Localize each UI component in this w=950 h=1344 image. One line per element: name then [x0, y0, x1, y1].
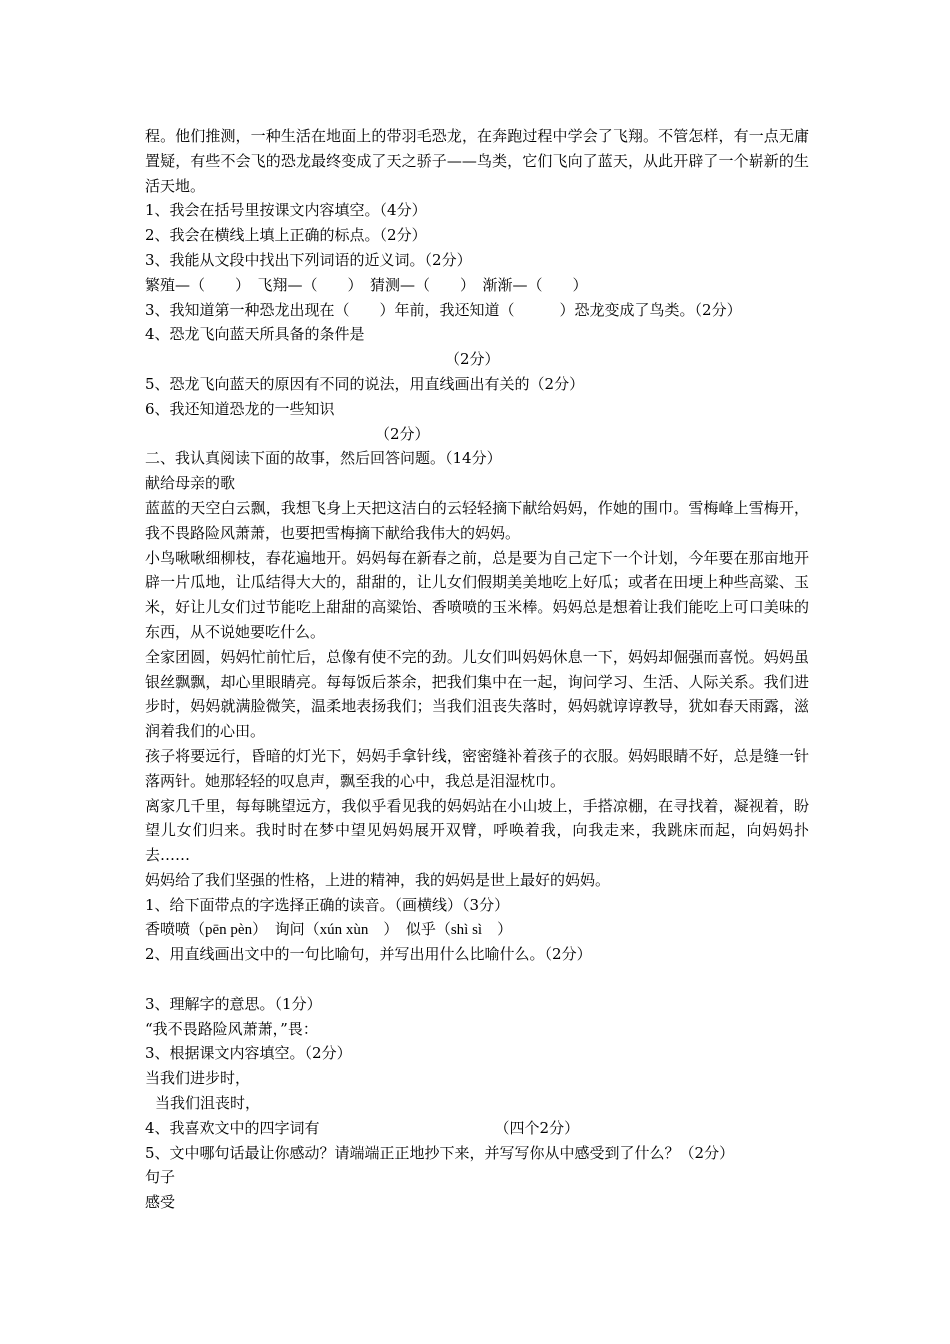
story-title: 献给母亲的歌 [145, 474, 236, 493]
story-question-3-quote: “我不畏路险风萧萧，”畏： [145, 1019, 318, 1038]
pinyin-choices: 香喷喷（pēn pèn） 询问（xún xùn ） 似乎（shì sì ） [145, 921, 513, 938]
question-6-score: （2分） [375, 424, 430, 443]
story-paragraph-5: 离家几千里，每每眺望远方，我似乎看见我的妈妈站在小山坡上，手搭凉棚，在寻找着，凝视着，盼望儿女们归来。我时时在梦中望见妈妈展开双臂，呼唤着我，向我走来，我跳床而起，向妈妈扑去…… [145, 796, 809, 865]
story-paragraph-6: 妈妈给了我们坚强的性格，上进的精神，我的妈妈是世上最好的妈妈。 [145, 870, 611, 889]
story-question-2: 2、用直线画出文中的一句比喻句，并写出用什么比喻什么。（2分） [145, 945, 592, 964]
section-2-heading: 二、我认真阅读下面的故事，然后回答问题。（14分） [145, 449, 502, 468]
story-question-4-score: （四个2分） [494, 1118, 580, 1137]
story-question-4-text: 4、我喜欢文中的四字词有 [145, 1118, 320, 1137]
question-4-score: （2分） [445, 350, 500, 369]
question-6: 6、我还知道恐龙的一些知识 [145, 399, 335, 418]
story-paragraph-2: 小鸟啾啾细柳枝，春花遍地开。妈妈每在新春之前，总是要为自己定下一个计划，今年要在那亩地开辟一片瓜地，让瓜结得大大的，甜甜的，让儿女们假期美美地吃上好瓜；或者在田埂上种些高粱、玉米，好让儿女们过节能吃上甜甜的高粱饴、香喷喷的玉米棒。妈妈总是想着让我们能吃上可口美味的东西，从不说她要吃什么。 [145, 548, 809, 641]
question-1: 1、我会在括号里按课文内容填空。（4分） [145, 201, 427, 220]
story-paragraph-4: 孩子将要远行，昏暗的灯光下，妈妈手拿针线，密密缝补着孩子的衣服。妈妈眼睛不好，总是缝一针落两针。她那轻轻的叹息声，飘至我的心中，我总是泪湿枕巾。 [145, 746, 809, 790]
passage-tail: 程。他们推测，一种生活在地面上的带羽毛恐龙，在奔跑过程中学会了飞翔。不管怎样，有一点无庸置疑，有些不会飞的恐龙最终变成了天之骄子——鸟类，它们飞向了蓝天，从此开辟了一个崭新的生活天地。 [145, 127, 809, 195]
question-2: 2、我会在横线上填上正确的标点。（2分） [145, 226, 427, 245]
story-question-5: 5、文中哪句话最让你感动？请端端正正地抄下来，并写写你从中感受到了什么？（2分） [145, 1143, 735, 1162]
synonym-words: 繁殖—（ ） 飞翔—（ ） 猜测—（ ） 渐渐—（ ） [145, 275, 588, 294]
answer-space [145, 967, 809, 992]
story-question-4 [145, 1116, 809, 1141]
label-sentence: 句子 [145, 1168, 176, 1187]
label-feeling: 感受 [145, 1193, 176, 1212]
question-3: 3、我能从文段中找出下列词语的近义词。（2分） [145, 250, 472, 269]
fill-line-2: 当我们沮丧时， [155, 1094, 261, 1113]
story-paragraph-3: 全家团圆，妈妈忙前忙后，总像有使不完的劲。儿女们叫妈妈休息一下，妈妈却倔强而喜悦。妈妈虽银丝飘飘，却心里眼睛亮。每每饭后茶余，把我们集中在一起，询问学习、生活、人际关系。我们进步时，妈妈就满脸微笑，温柔地表扬我们；当我们沮丧失落时，妈妈就谆谆教导，犹如春天雨露，滋润着我们的心田。 [145, 647, 809, 741]
fill-line-1: 当我们进步时， [145, 1069, 251, 1088]
question-3b: 3、我知道第一种恐龙出现在（ ）年前，我还知道（ ）恐龙变成了鸟类。（2分） [145, 300, 742, 319]
story-question-3b: 3、根据课文内容填空。（2分） [145, 1044, 352, 1063]
question-4: 4、恐龙飞向蓝天所具备的条件是 [145, 325, 365, 344]
story-question-3: 3、理解字的意思。（1分） [145, 994, 322, 1013]
question-5: 5、恐龙飞向蓝天的原因有不同的说法，用直线画出有关的（2分） [145, 374, 585, 393]
worksheet-page [145, 124, 809, 1215]
story-question-1: 1、给下面带点的字选择正确的读音。（画横线）（3分） [145, 895, 510, 914]
story-paragraph-1: 蓝蓝的天空白云飘，我想飞身上天把这洁白的云轻轻摘下献给妈妈，作她的围巾。雪梅峰上雪梅开，我不畏路险风萧萧，也要把雪梅摘下献给我伟大的妈妈。 [145, 498, 809, 542]
